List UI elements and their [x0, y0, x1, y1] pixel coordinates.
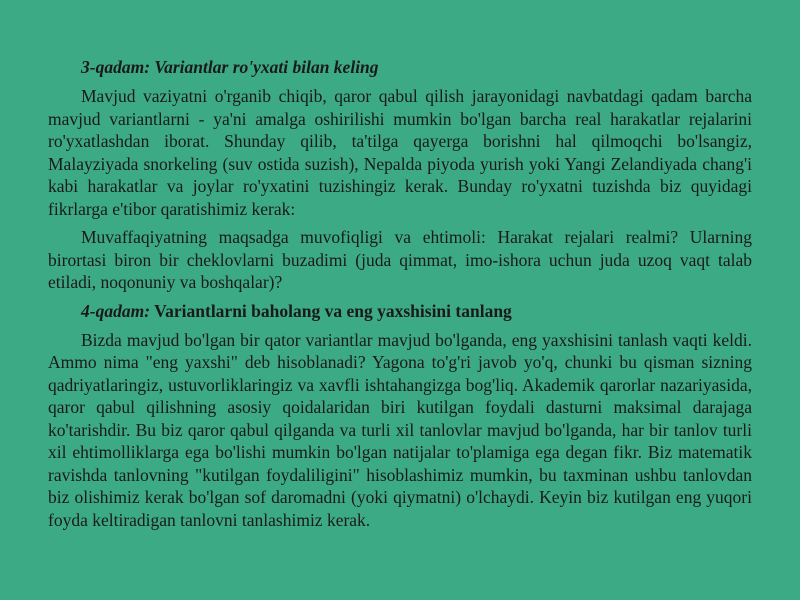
step3-heading-text: 3-qadam: Variantlar ro'yxati bilan keling	[81, 57, 379, 77]
step3-paragraph-1: Mavjud vaziyatni o'rganib chiqib, qaror qabul qilish jarayonidagi navbatdagi qadam barcha mavjud variantlarni - ya'ni amalga oshirilishi mumkin bo'lgan barcha real harakatlar rejalarini ro'yxatlashdan iborat. Shunday qilib, ta'tilga qayerga borishni hal qilmoqchi bo'lsangiz, Malayziyada snorkeling (suv ostida suzish), Nepalda piyoda yurish yoki Yangi Zelandiyada chang'i kabi harakatlar va joylar ro'yxatini tuzishingiz kerak. Bunday ro'yxatni tuzishda biz quyidagi fikrlarga e'tibor qaratishimiz kerak:	[48, 86, 752, 219]
step4-title: Variantlarni baholang va eng yaxshisini tanlang	[154, 300, 512, 321]
step3-heading	[48, 56, 752, 79]
step4-heading	[48, 300, 752, 323]
step4-paragraph: Bizda mavjud bo'lgan bir qator variantlar mavjud bo'lganda, eng yaxshisini tanlash vaqti keldi. Ammo nima "eng yaxshi" deb hisoblanadi? Yagona to'g'ri javob yo'q, chunki bu qisman sizning qadriyatlaringiz, ustuvorliklaringiz va xavfli ishtahangizga bog'liq. Akademik qarorlar nazariyasida, qaror qabul qilishning asosiy qoidalaridan biri kutilgan foydali dasturni maksimal darajaga ko'tarishdir. Bu biz qaror qabul qilganda va turli xil tanlovlar mavjud bo'lganda, har bir tanlov turli xil ehtimolliklarga ega bo'lishi mumkin bo'lgan natijalar to'plamiga ega degan fikr. Biz matematik ravishda tanlovning "kutilgan foydaliligini" hisoblashimiz mumkin, bu taxminan ushbu tanlovdan biz olishimiz kerak bo'lgan sof daromadni (yoki qiymatni) o'lchaydi. Keyin biz kutilgan eng yuqori foyda keltiradigan tanlovni tanlashimiz kerak.	[48, 329, 752, 530]
step4-label: 4-qadam:	[81, 300, 151, 321]
step3-paragraph-2: Muvaffaqiyatning maqsadga muvofiqligi va ehtimoli: Harakat rejalari realmi? Ularning birortasi biron bir cheklovlarni buzadimi (juda qimmat, imo-ishora uchun juda uzoq vaqt talab etiladi, noqonuniy va boshqalar)?	[48, 227, 752, 292]
